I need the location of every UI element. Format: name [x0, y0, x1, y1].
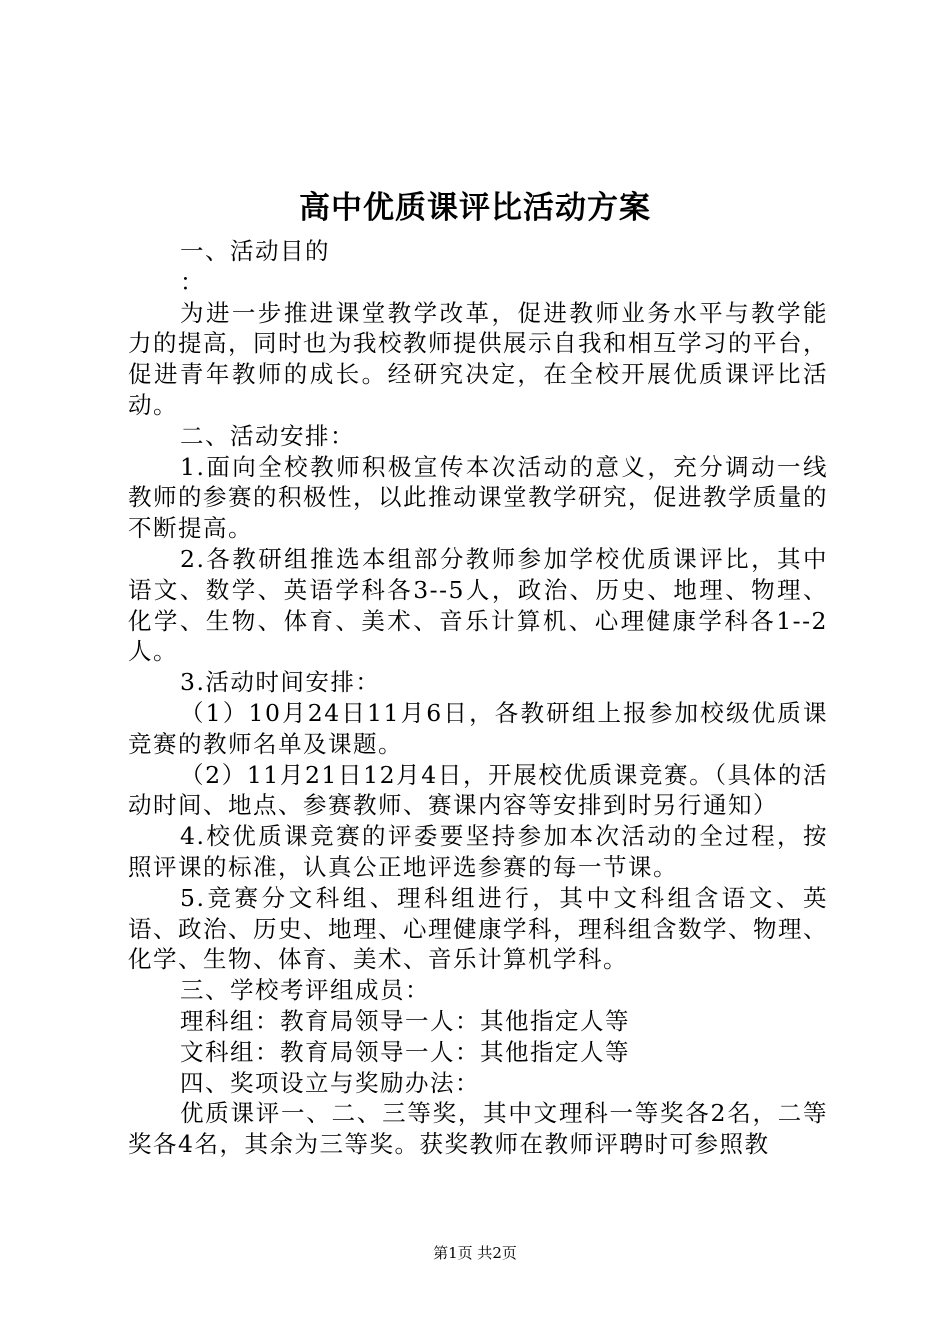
document-body	[128, 236, 828, 1160]
paragraph: 4.校优质课竞赛的评委要坚持参加本次活动的全过程，按照评课的标准，认真公正地评选参赛的每一节课。	[128, 822, 828, 881]
colon-line: ：	[180, 267, 205, 296]
paragraph: 5.竞赛分文科组、理科组进行，其中文科组含语文、英语、政治、历史、地理、心理健康学科，理科组含数学、物理、化学、生物、体育、美术、音乐计算机学科。	[128, 883, 828, 974]
paragraph: （2）11月21日12月4日，开展校优质课竞赛。（具体的活动时间、地点、参赛教师、赛课内容等安排到时另行通知）	[128, 760, 828, 820]
paragraph: 为进一步推进课堂教学改革，促进教师业务水平与教学能力的提高，同时也为我校教师提供展示自我和相互学习的平台，促进青年教师的成长。经研究决定，在全校开展优质课评比活动。	[128, 298, 828, 419]
paragraph: 优质课评一、二、三等奖，其中文理科一等奖各2名，二等奖各4名，其余为三等奖。获奖教师在教师评聘时可参照教	[128, 1099, 828, 1159]
paragraph: 理科组：教育局领导一人：其他指定人等	[180, 1006, 630, 1035]
paragraph: 3.活动时间安排：	[180, 668, 381, 697]
paragraph: 2.各教研组推选本组部分教师参加学校优质课评比，其中语文、数学、英语学科各3--5人，政治、历史、地理、物理、化学、生物、体育、美术、音乐计算机、心理健康学科各1--2人。	[128, 544, 828, 666]
document-title: 高中优质课评比活动方案	[299, 190, 651, 226]
section-heading: 三、学校考评组成员：	[180, 976, 430, 1005]
paragraph: 1.面向全校教师积极宣传本次活动的意义，充分调动一线教师的参赛的积极性，以此推动课堂教学研究，促进教学质量的不断提高。	[128, 452, 828, 543]
page-footer: 第1页 共2页	[433, 1244, 517, 1262]
paragraph: 文科组：教育局领导一人：其他指定人等	[180, 1037, 630, 1066]
section-heading: 二、活动安排：	[180, 421, 355, 450]
section-heading: 四、奖项设立与奖励办法：	[180, 1068, 480, 1097]
section-heading: 一、活动目的	[180, 237, 330, 265]
paragraph: （1）10月24日11月6日，各教研组上报参加校级优质课竞赛的教师名单及课题。	[128, 698, 828, 758]
